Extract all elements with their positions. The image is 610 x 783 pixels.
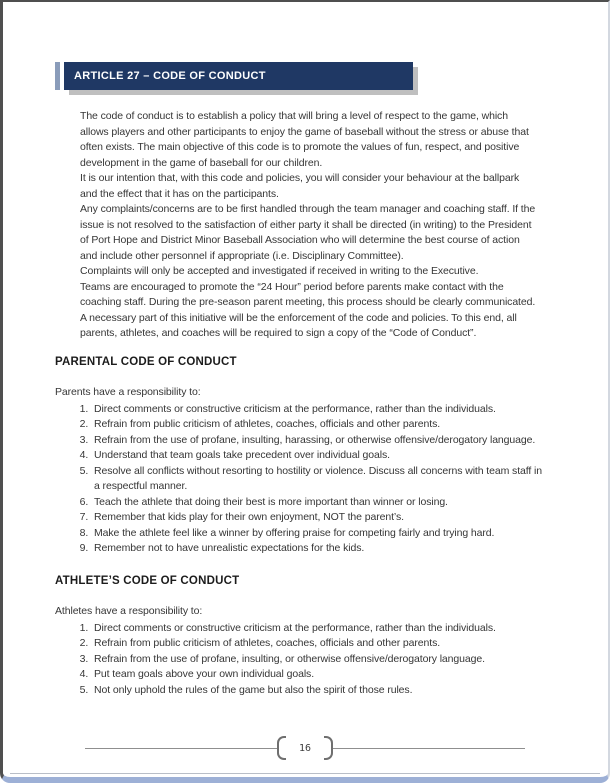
list-item: 5. Not only uphold the rules of the game but also the spirit of those rules. — [91, 683, 546, 699]
page-footer — [85, 736, 525, 760]
section-heading-parental: PARENTAL CODE OF CONDUCT — [55, 355, 237, 368]
list-item: 3. Refrain from the use of profane, insulting, or otherwise offensive/derogatory language. — [91, 652, 546, 668]
paragraph: A necessary part of this initiative will be the enforcement of the code and policies. To this end, all parents, athletes, and coaches will be required to sign a copy of the “Code of Conduct”. — [80, 311, 517, 339]
list-item: 8. Make the athlete feel like a winner by offering praise for competing fairly and trying hard. — [91, 526, 546, 542]
paragraph: Teams are encouraged to promote the “24 Hour” period before parents make contact with the coaching staff. During the pre-season parent meeting, this process should be clearly communicated. — [80, 280, 536, 308]
section-lead-parental: Parents have a responsibility to: — [55, 386, 201, 398]
page-number-bracket-right-icon — [324, 736, 333, 760]
parental-conduct-list — [55, 402, 543, 557]
article-banner-title: ARTICLE 27 – CODE OF CONDUCT — [74, 70, 266, 82]
footer-rule-right — [333, 748, 525, 749]
paragraph: It is our intention that, with this code and policies, you will consider your behaviour at the ballpark and the effect that it has on the participants. — [80, 172, 520, 200]
section-lead-athlete: Athletes have a responsibility to: — [55, 605, 203, 617]
list-item: 6. Teach the athlete that doing their best is more important than winner or losing. — [91, 495, 546, 511]
page-number-bracket-left-icon — [277, 736, 286, 760]
list-item: 9. Remember not to have unrealistic expectations for the kids. — [91, 541, 546, 557]
list-item: 2. Refrain from public criticism of athletes, coaches, officials and other parents. — [91, 636, 546, 652]
page-frame-inner-line — [10, 773, 600, 774]
document-body — [55, 109, 543, 698]
paragraph: The code of conduct is to establish a policy that will bring a level of respect to the game, which allows players and other participants to enjoy the game of baseball without the stress or abuse that often exists. The main objective of this code is to promote the values of fun, respect, and positive development in the game of baseball for our children. — [80, 110, 529, 169]
list-item: 4. Put team goals above your own individual goals. — [91, 667, 546, 683]
article-banner — [64, 62, 413, 90]
banner-accent-bar — [55, 62, 60, 90]
footer-rule-left — [85, 748, 277, 749]
paragraph: Any complaints/concerns are to be first handled through the team manager and coaching staff. If the issue is not resolved to the satisfaction of either party it shall be directed (in writing) to the President of Port Hope and District Minor Baseball Association who will determine the best course of action and include other personnel if appropriate (i.e. Disciplinary Committee). — [80, 203, 536, 262]
list-item: 4. Understand that team goals take precedent over individual goals. — [91, 448, 546, 464]
paragraph: Complaints will only be accepted and investigated if received in writing to the Executive. — [80, 265, 479, 277]
list-item: 2. Refrain from public criticism of athletes, coaches, officials and other parents. — [91, 417, 546, 433]
section-heading-athlete: ATHLETE’S CODE OF CONDUCT — [55, 574, 240, 587]
list-item: 7. Remember that kids play for their own enjoyment, NOT the parent’s. — [91, 510, 546, 526]
list-item: 5. Resolve all conflicts without resorting to hostility or violence. Discuss all concerns with team staff in a respectful manner. — [91, 464, 546, 495]
page-number: 16 — [298, 742, 312, 754]
athlete-conduct-list — [55, 621, 543, 699]
list-item: 3. Refrain from the use of profane, insulting, harassing, or otherwise offensive/derogatory language. — [91, 433, 546, 449]
list-item: 1. Direct comments or constructive criticism at the performance, rather than the individuals. — [91, 621, 546, 637]
intro-paragraphs — [55, 109, 543, 342]
article-banner-row — [55, 62, 413, 90]
list-item: 1. Direct comments or constructive criticism at the performance, rather than the individuals. — [91, 402, 546, 418]
